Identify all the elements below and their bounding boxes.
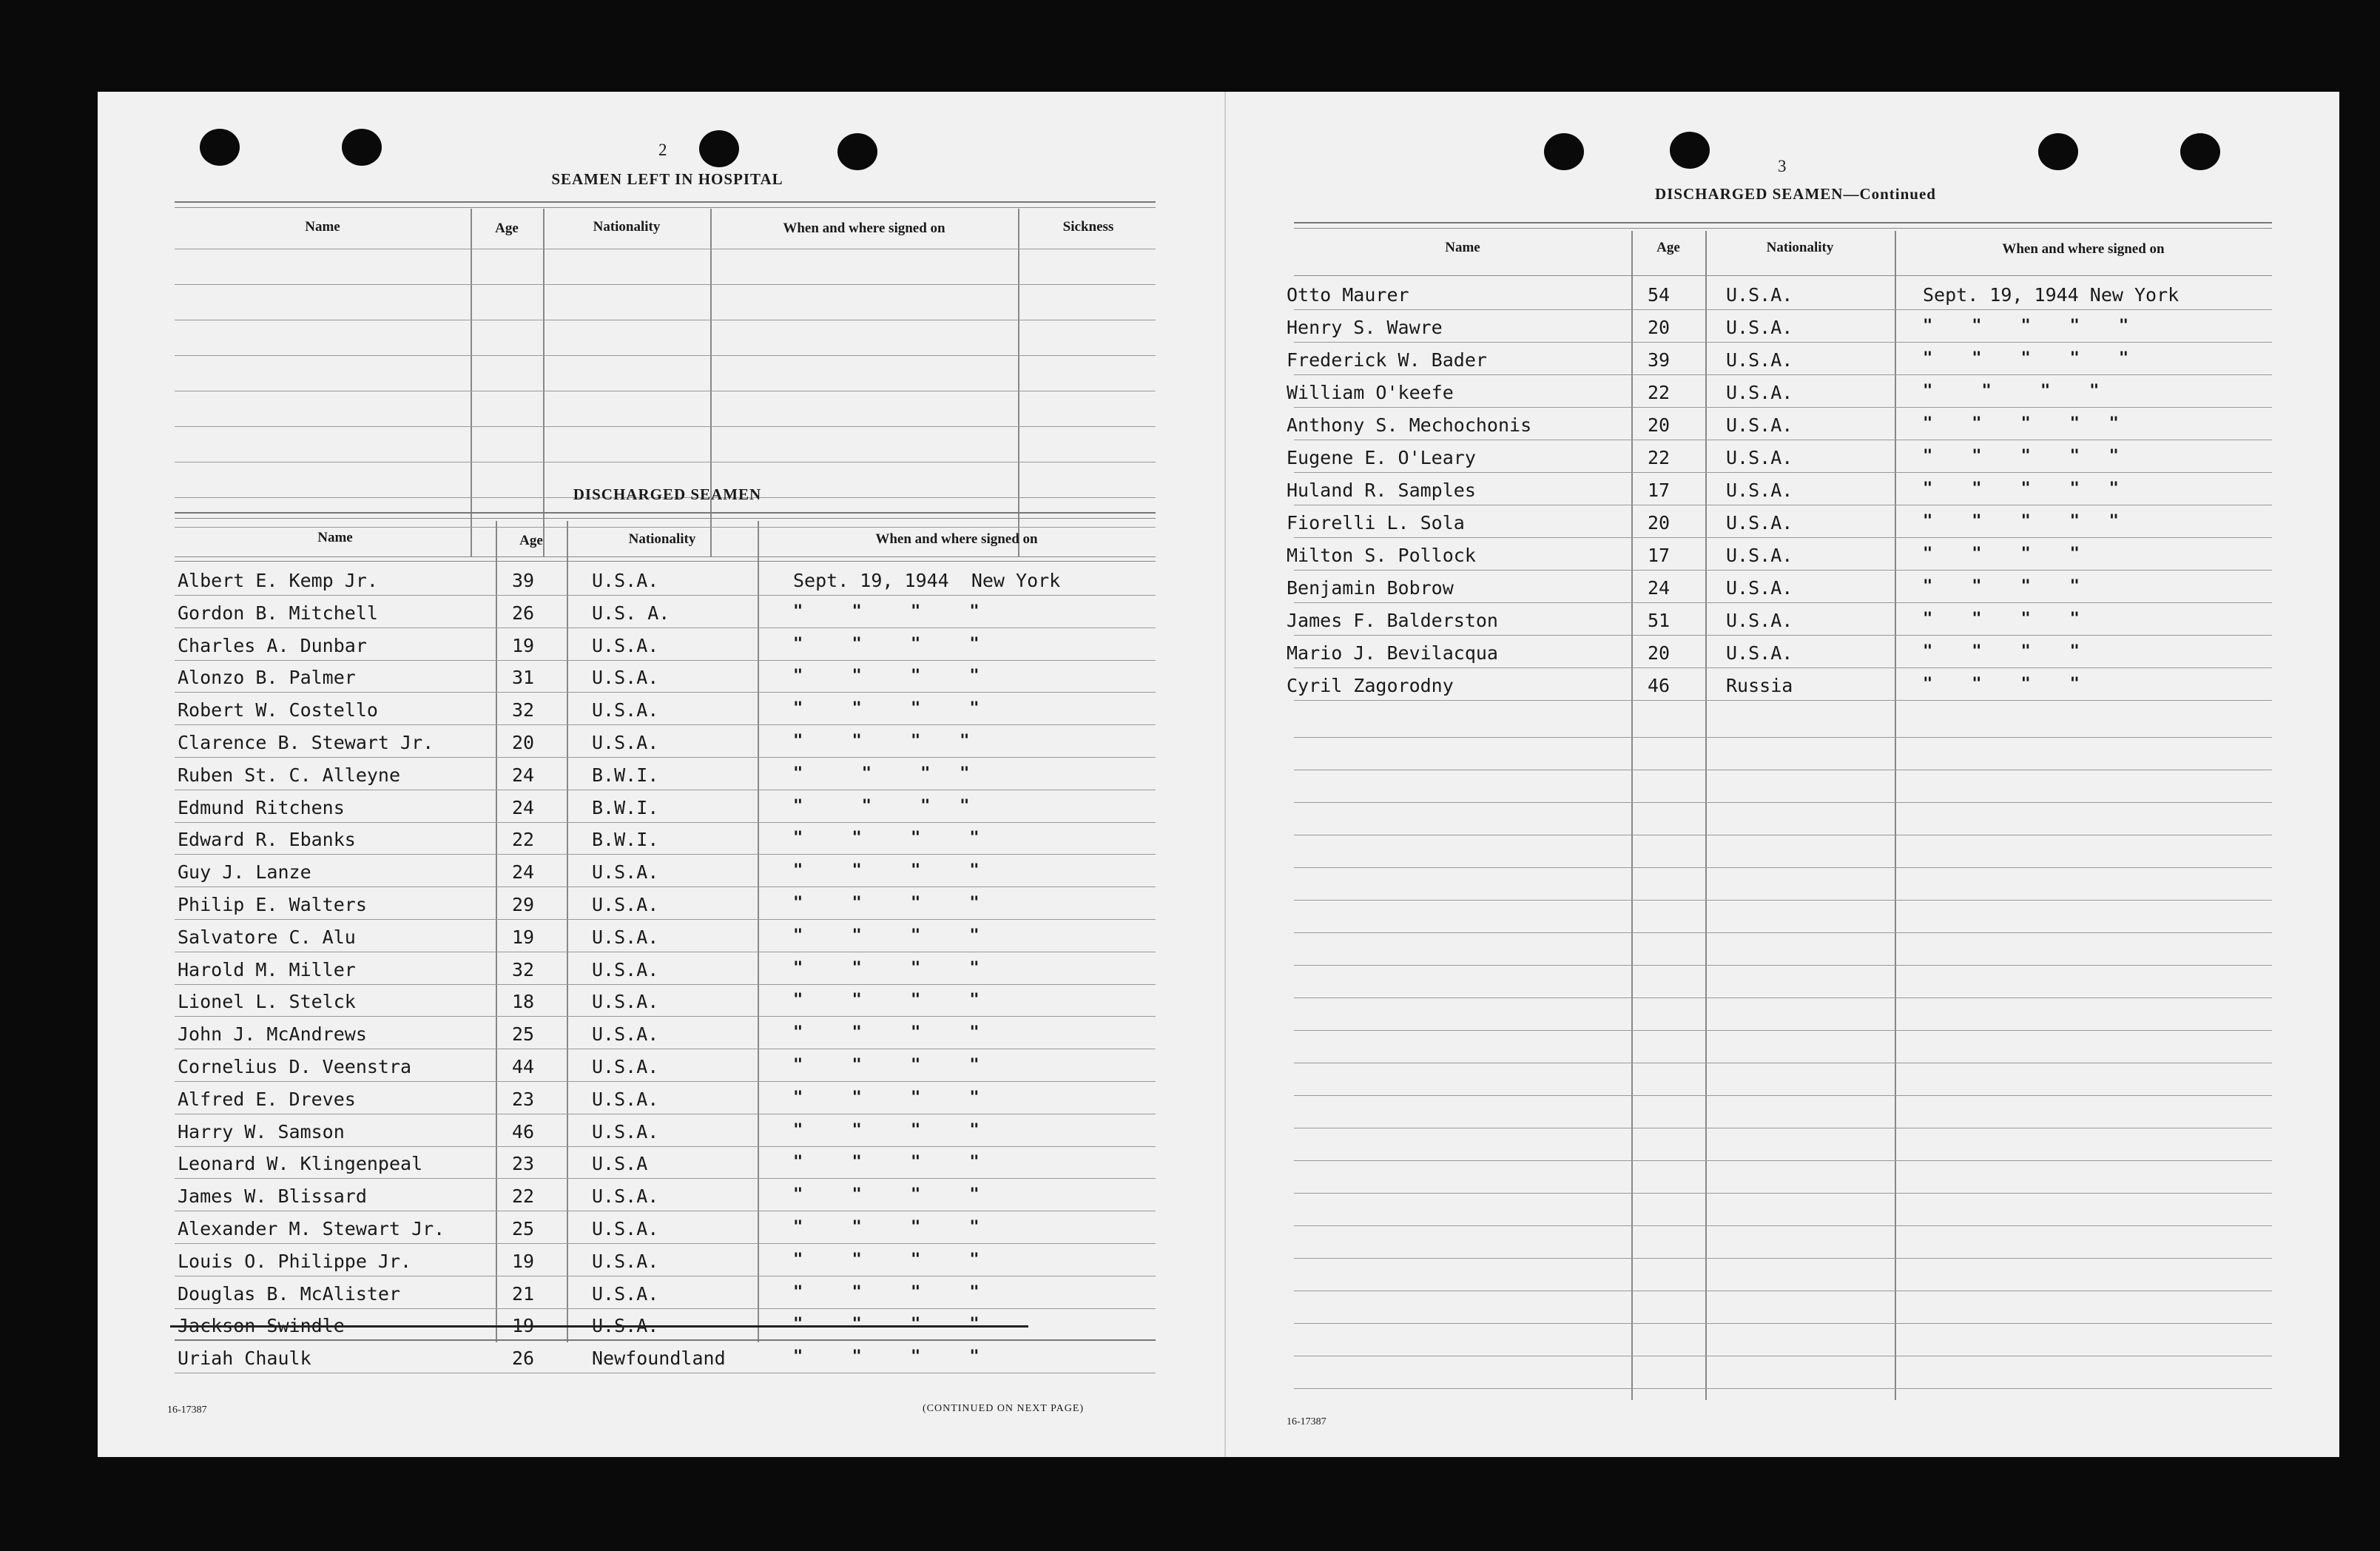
signed-on-cell: " " " " <box>793 1282 980 1302</box>
signed-on-cell: " " " " <box>793 1088 980 1107</box>
name-cell: Albert E. Kemp Jr. <box>178 570 378 591</box>
name-cell: Gordon B. Mitchell <box>178 602 378 624</box>
signed-on-cell: " " " " <box>793 829 980 848</box>
blank-row <box>1294 900 2272 901</box>
nationality-cell: U.S.A. <box>1726 480 1793 501</box>
name-cell: Louis O. Philippe Jr. <box>178 1250 412 1272</box>
nationality-cell: U.S.A. <box>592 1315 659 1337</box>
signed-on-cell: " " " " <box>793 1056 980 1074</box>
signed-on-cell: " " " " <box>793 764 970 783</box>
strike-through-line <box>170 1325 1028 1328</box>
column-header: Nationality <box>1766 240 1834 255</box>
signed-on-cell: " " " " <box>1923 642 2080 661</box>
age-cell: 24 <box>512 764 535 786</box>
column-header: Name <box>305 219 340 235</box>
signed-on-cell: " " " " <box>1923 382 2100 400</box>
column-header: When and where signed on <box>2002 241 2165 257</box>
age-cell: 54 <box>1648 284 1671 306</box>
nationality-cell: Newfoundland <box>592 1348 726 1370</box>
signed-on-cell: " " " " <box>1923 610 2080 628</box>
signed-on-cell: " " " " <box>793 602 980 621</box>
name-cell: Anthony S. Mechochonis <box>1287 414 1532 436</box>
age-cell: 20 <box>1648 317 1671 338</box>
blank-row <box>1294 802 2272 803</box>
column-header: Sickness <box>1062 219 1114 235</box>
age-cell: 18 <box>512 991 535 1013</box>
signed-on-cell: " " " " " <box>1923 447 2119 465</box>
nationality-cell: U.S.A. <box>592 1088 659 1110</box>
nationality-cell: U.S.A. <box>592 1056 659 1077</box>
signed-on-cell: " " " " <box>793 958 980 978</box>
hospital-section-title: SEAMEN LEFT IN HOSPITAL <box>551 170 783 188</box>
name-cell: Fiorelli L. Sola <box>1287 512 1465 534</box>
signed-on-cell: " " " " <box>1923 545 2080 563</box>
signed-on-cell: " " " " <box>793 894 980 912</box>
name-cell: Huland R. Samples <box>1287 480 1476 501</box>
column-header: When and where signed on <box>875 531 1038 547</box>
column-header: Name <box>317 530 353 545</box>
signed-on-cell: " " " " " <box>1923 349 2129 368</box>
section-title: DISCHARGED SEAMEN—Continued <box>1655 185 1936 203</box>
signed-on-cell: " " " " <box>793 926 980 945</box>
page-number: 2 <box>658 141 667 159</box>
age-cell: 26 <box>512 602 535 624</box>
name-cell: Leonard W. Klingenpeal <box>178 1153 423 1175</box>
age-cell: 39 <box>1648 349 1671 371</box>
nationality-cell: U.S.A. <box>1726 545 1793 566</box>
nationality-cell: Russia <box>1726 675 1793 696</box>
column-header: Name <box>1445 240 1480 255</box>
nationality-cell: U.S.A. <box>1726 317 1793 338</box>
age-cell: 19 <box>512 634 535 656</box>
age-cell: 24 <box>1648 577 1671 599</box>
nationality-cell: U.S.A. <box>592 1120 659 1143</box>
name-cell: Edward R. Ebanks <box>178 829 356 851</box>
age-cell: 20 <box>1648 642 1671 664</box>
nationality-cell: U.S.A. <box>592 732 659 753</box>
age-cell: 19 <box>512 1250 535 1272</box>
nationality-cell: U.S.A. <box>1726 284 1793 306</box>
nationality-cell: U.S.A. <box>592 894 659 915</box>
age-cell: 25 <box>512 1218 535 1239</box>
signed-on-cell: " " " " <box>793 1348 980 1367</box>
nationality-cell: U.S.A. <box>592 667 659 689</box>
nationality-cell: U.S.A. <box>592 699 659 721</box>
column-header: Age <box>519 533 543 548</box>
nationality-cell: U.S.A. <box>592 958 659 980</box>
name-cell: Clarence B. Stewart Jr. <box>178 732 434 753</box>
age-cell: 32 <box>512 699 535 721</box>
signed-on-cell: " " " " <box>793 732 970 750</box>
name-cell: Robert W. Costello <box>178 699 378 721</box>
nationality-cell: U.S.A. <box>592 1282 659 1305</box>
signed-on-cell: " " " " <box>793 1185 980 1205</box>
nationality-cell: U.S.A. <box>592 991 659 1013</box>
binder-hole <box>342 129 382 166</box>
age-cell: 46 <box>1648 675 1671 696</box>
nationality-cell: U.S.A. <box>592 1218 659 1239</box>
age-cell: 24 <box>512 796 535 818</box>
age-cell: 22 <box>512 829 535 851</box>
name-cell: Harold M. Miller <box>178 958 356 980</box>
name-cell: Jackson Swindle <box>178 1315 345 1337</box>
nationality-cell: U.S.A. <box>592 926 659 948</box>
age-cell: 21 <box>512 1282 535 1305</box>
binder-hole <box>2180 133 2220 170</box>
binder-hole <box>1544 133 1584 170</box>
age-cell: 19 <box>512 926 535 948</box>
blank-row <box>1294 997 2272 998</box>
blank-row <box>1294 1030 2272 1031</box>
nationality-cell: U.S.A. <box>1726 642 1793 664</box>
age-cell: 20 <box>1648 512 1671 534</box>
signed-on-cell: " " " " <box>793 1250 980 1269</box>
age-cell: 24 <box>512 861 535 884</box>
blank-row <box>1294 1258 2272 1259</box>
name-cell: John J. McAndrews <box>178 1023 367 1046</box>
name-cell: Harry W. Samson <box>178 1120 345 1143</box>
name-cell: Salvatore C. Alu <box>178 926 356 948</box>
name-cell: Cyril Zagorodny <box>1287 675 1454 696</box>
nationality-cell: U.S. A. <box>592 602 670 624</box>
signed-on-cell: " " " " <box>793 634 980 653</box>
blank-row <box>1294 965 2272 966</box>
name-cell: William O'keefe <box>1287 382 1454 403</box>
nationality-cell: U.S.A. <box>1726 447 1793 468</box>
left-page <box>98 92 1224 1457</box>
age-cell: 17 <box>1648 545 1671 566</box>
nationality-cell: U.S.A. <box>592 861 659 884</box>
age-cell: 22 <box>1648 447 1671 468</box>
signed-on-cell: " " " " <box>793 1153 980 1172</box>
blank-row <box>1294 932 2272 933</box>
name-cell: Alonzo B. Palmer <box>178 667 356 689</box>
signed-on-cell: " " " " <box>793 1218 980 1237</box>
name-cell: Douglas B. McAlister <box>178 1282 401 1305</box>
nationality-cell: U.S.A. <box>1726 512 1793 534</box>
nationality-cell: B.W.I. <box>592 764 659 786</box>
blank-row <box>1294 1193 2272 1194</box>
age-cell: 20 <box>512 732 535 753</box>
name-cell: Alexander M. Stewart Jr. <box>178 1218 445 1239</box>
signed-on-cell: " " " " <box>1923 577 2080 596</box>
continued-note: (CONTINUED ON NEXT PAGE) <box>923 1403 1085 1414</box>
name-cell: Uriah Chaulk <box>178 1348 311 1370</box>
signed-on-cell: " " " " <box>793 667 980 686</box>
signed-on-cell: " " " " <box>793 1120 980 1140</box>
signed-on-cell: " " " " <box>793 699 980 719</box>
age-cell: 19 <box>512 1315 535 1337</box>
age-cell: 17 <box>1648 480 1671 501</box>
nationality-cell: U.S.A. <box>1726 610 1793 631</box>
name-cell: James W. Blissard <box>178 1185 367 1208</box>
age-cell: 29 <box>512 894 535 915</box>
nationality-cell: U.S.A. <box>592 1185 659 1208</box>
name-cell: Eugene E. O'Leary <box>1287 447 1476 468</box>
binder-hole <box>699 130 739 167</box>
age-cell: 25 <box>512 1023 535 1046</box>
blank-row <box>1294 1095 2272 1096</box>
blank-row <box>1294 1388 2272 1389</box>
nationality-cell: U.S.A. <box>592 570 659 591</box>
age-cell: 23 <box>512 1153 535 1175</box>
binder-hole <box>1670 132 1710 169</box>
name-cell: Lionel L. Stelck <box>178 991 356 1013</box>
name-cell: Mario J. Bevilacqua <box>1287 642 1498 664</box>
binder-hole <box>200 129 240 166</box>
nationality-cell: U.S.A. <box>592 1250 659 1272</box>
form-number: 16-17387 <box>1287 1416 1326 1427</box>
age-cell: 31 <box>512 667 535 689</box>
name-cell: Ruben St. C. Alleyne <box>178 764 401 786</box>
nationality-cell: U.S.A. <box>1726 577 1793 599</box>
name-cell: Cornelius D. Veenstra <box>178 1056 412 1077</box>
age-cell: 46 <box>512 1120 535 1143</box>
nationality-cell: U.S.A. <box>1726 414 1793 436</box>
signed-on-cell: Sept. 19, 1944 New York <box>793 570 1061 591</box>
right-page <box>1224 92 2339 1457</box>
signed-on-cell: " " " " <box>793 991 980 1010</box>
name-cell: Guy J. Lanze <box>178 861 311 884</box>
age-cell: 22 <box>1648 382 1671 403</box>
blank-row <box>1294 1323 2272 1324</box>
name-cell: Milton S. Pollock <box>1287 545 1476 566</box>
nationality-cell: U.S.A <box>592 1153 648 1175</box>
signed-on-cell: " " " " <box>793 1023 980 1043</box>
age-cell: 39 <box>512 570 535 591</box>
page-number: 3 <box>1778 157 1787 175</box>
signed-on-cell: Sept. 19, 1944 New York <box>1923 284 2180 306</box>
name-cell: Benjamin Bobrow <box>1287 577 1454 599</box>
signed-on-cell: " " " " <box>1923 675 2080 693</box>
form-number: 16-17387 <box>167 1404 207 1416</box>
signed-on-cell: " " " " " <box>1923 512 2119 531</box>
age-cell: 51 <box>1648 610 1671 631</box>
age-cell: 22 <box>512 1185 535 1208</box>
column-header: Nationality <box>593 219 661 235</box>
age-cell: 20 <box>1648 414 1671 436</box>
name-cell: Henry S. Wawre <box>1287 317 1443 338</box>
name-cell: Alfred E. Dreves <box>178 1088 356 1110</box>
signed-on-cell: " " " " " <box>1923 480 2119 498</box>
blank-row <box>1294 1160 2272 1161</box>
age-cell: 23 <box>512 1088 535 1110</box>
column-header: Age <box>495 221 519 236</box>
age-cell: 44 <box>512 1056 535 1077</box>
signed-on-cell: " " " " " <box>1923 317 2129 335</box>
column-header: When and where signed on <box>783 221 945 236</box>
column-header: Nationality <box>628 531 696 547</box>
age-cell: 26 <box>512 1348 535 1370</box>
name-cell: Charles A. Dunbar <box>178 634 367 656</box>
nationality-cell: U.S.A. <box>592 634 659 656</box>
name-cell: Frederick W. Bader <box>1287 349 1487 371</box>
name-cell: James F. Balderston <box>1287 610 1498 631</box>
blank-row <box>1294 867 2272 868</box>
binder-hole <box>837 133 877 170</box>
name-cell: Otto Maurer <box>1287 284 1409 306</box>
column-header: Age <box>1656 240 1680 255</box>
name-cell: Philip E. Walters <box>178 894 367 915</box>
nationality-cell: U.S.A. <box>1726 382 1793 403</box>
name-cell: Edmund Ritchens <box>178 796 345 818</box>
blank-row <box>1294 1225 2272 1226</box>
blank-row <box>1294 737 2272 738</box>
nationality-cell: B.W.I. <box>592 796 659 818</box>
signed-on-cell: " " " " " <box>1923 414 2119 433</box>
age-cell: 32 <box>512 958 535 980</box>
nationality-cell: U.S.A. <box>592 1023 659 1046</box>
nationality-cell: B.W.I. <box>592 829 659 851</box>
discharged-section-title: DISCHARGED SEAMEN <box>573 485 762 503</box>
nationality-cell: U.S.A. <box>1726 349 1793 371</box>
signed-on-cell: " " " " <box>793 796 970 815</box>
signed-on-cell: " " " " <box>793 1315 980 1334</box>
binder-hole <box>2038 133 2078 170</box>
signed-on-cell: " " " " <box>793 861 980 881</box>
